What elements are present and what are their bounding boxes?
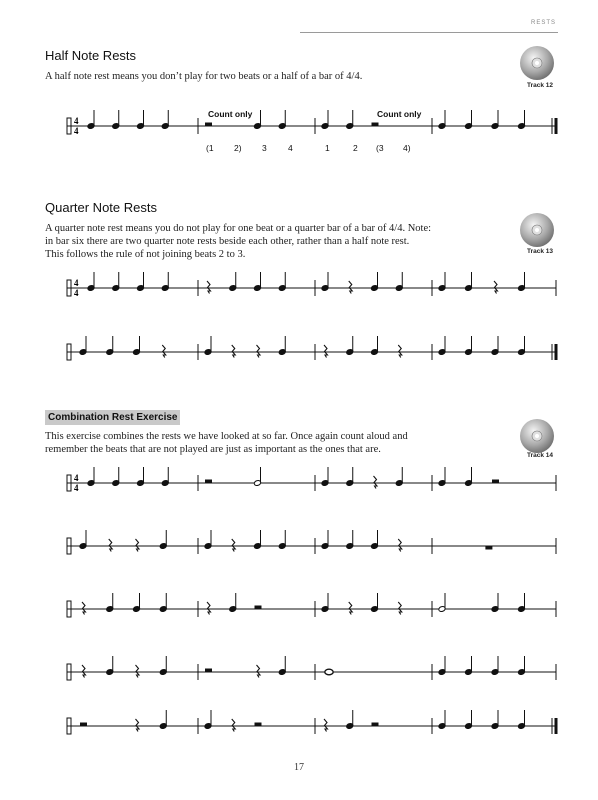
- quarter-rest: [398, 602, 402, 615]
- count-number: 1: [325, 143, 330, 153]
- time-signature-top: 4: [74, 278, 79, 288]
- quarter-rest: [257, 345, 261, 358]
- page-number: 17: [294, 762, 304, 773]
- time-signature-top: 4: [74, 473, 79, 483]
- staff-7: [0, 654, 598, 694]
- quarter-rest: [82, 602, 86, 615]
- running-title: RESTS: [530, 20, 556, 26]
- quarter-rest: [232, 719, 236, 732]
- quarter-rest: [162, 345, 166, 358]
- quarter-rest: [349, 281, 353, 294]
- quarter-rest: [207, 602, 211, 615]
- staff-2: [0, 270, 598, 310]
- count-number: 4: [288, 143, 293, 153]
- quarter-rest: [136, 719, 140, 732]
- count-number: 2): [234, 143, 242, 153]
- quarter-rest: [232, 539, 236, 552]
- half-rest: [205, 480, 212, 484]
- time-signature-top: 4: [74, 116, 79, 126]
- half-rest: [372, 123, 379, 127]
- quarter-rest: [398, 539, 402, 552]
- staff-3: [0, 334, 598, 374]
- staff-4: [0, 465, 598, 505]
- count-number: 2: [353, 143, 358, 153]
- time-signature-bottom: 4: [74, 288, 79, 298]
- quarter-rest: [374, 476, 378, 489]
- section-title-quarter-note-rests: Quarter Note Rests: [45, 200, 157, 215]
- whole-note: [325, 669, 333, 675]
- track-label: Track 13: [527, 248, 554, 255]
- count-only-label: Count only: [377, 109, 422, 119]
- half-rest: [492, 480, 499, 484]
- count-number: (3: [376, 143, 384, 153]
- section-text-combination: This exercise combines the rests we have looked at so far. Once again count aloud and remember the beats that are not played are just as important as the ones that are.: [45, 431, 408, 455]
- half-rest: [372, 723, 379, 727]
- staff-8: [0, 708, 598, 748]
- time-signature-bottom: 4: [74, 126, 79, 136]
- track-label: Track 14: [527, 452, 554, 459]
- cd-icon: [517, 417, 557, 457]
- section-title-combination-rest-exercise: Combination Rest Exercise: [45, 410, 180, 425]
- header-rule: [300, 32, 558, 33]
- quarter-rest: [398, 345, 402, 358]
- count-only-label: Count only: [208, 109, 253, 119]
- quarter-rest: [349, 602, 353, 615]
- half-rest: [205, 669, 212, 673]
- staff-5: [0, 528, 598, 568]
- final-barline: [555, 718, 558, 734]
- quarter-rest: [207, 281, 211, 294]
- staff-6: [0, 591, 598, 631]
- half-rest: [255, 723, 262, 727]
- staff-1: [0, 108, 598, 148]
- half-rest: [80, 723, 87, 727]
- quarter-rest: [232, 345, 236, 358]
- count-number: 4): [403, 143, 411, 153]
- section-text-half-note-rests: A half note rest means you don’t play for two beats or a half of a bar of 4/4.: [45, 71, 363, 82]
- quarter-rest: [324, 719, 328, 732]
- count-number: (1: [206, 143, 214, 153]
- quarter-rest: [136, 665, 140, 678]
- cd-icon: [517, 44, 557, 84]
- quarter-rest: [136, 539, 140, 552]
- quarter-rest: [494, 281, 498, 294]
- final-barline: [555, 344, 558, 360]
- section-title-half-note-rests: Half Note Rests: [45, 48, 137, 63]
- section-text-quarter-note-rests: A quarter note rest means you do not play for one beat or a quarter bar of a bar of 4/4. Note: in bar six there are two quarter note rests beside each other, rather than a half note rest. This follows the rule of not joining beats 2 to 3.: [45, 223, 432, 260]
- track-label: Track 12: [527, 82, 554, 89]
- quarter-rest: [324, 345, 328, 358]
- quarter-rest: [82, 665, 86, 678]
- count-number: 3: [262, 143, 267, 153]
- quarter-rest: [257, 665, 261, 678]
- time-signature-bottom: 4: [74, 483, 79, 493]
- final-barline: [555, 118, 558, 134]
- cd-icon: [517, 211, 557, 251]
- whole-rest: [485, 546, 492, 550]
- half-rest: [205, 123, 212, 127]
- quarter-rest: [109, 539, 113, 552]
- half-rest: [255, 606, 262, 610]
